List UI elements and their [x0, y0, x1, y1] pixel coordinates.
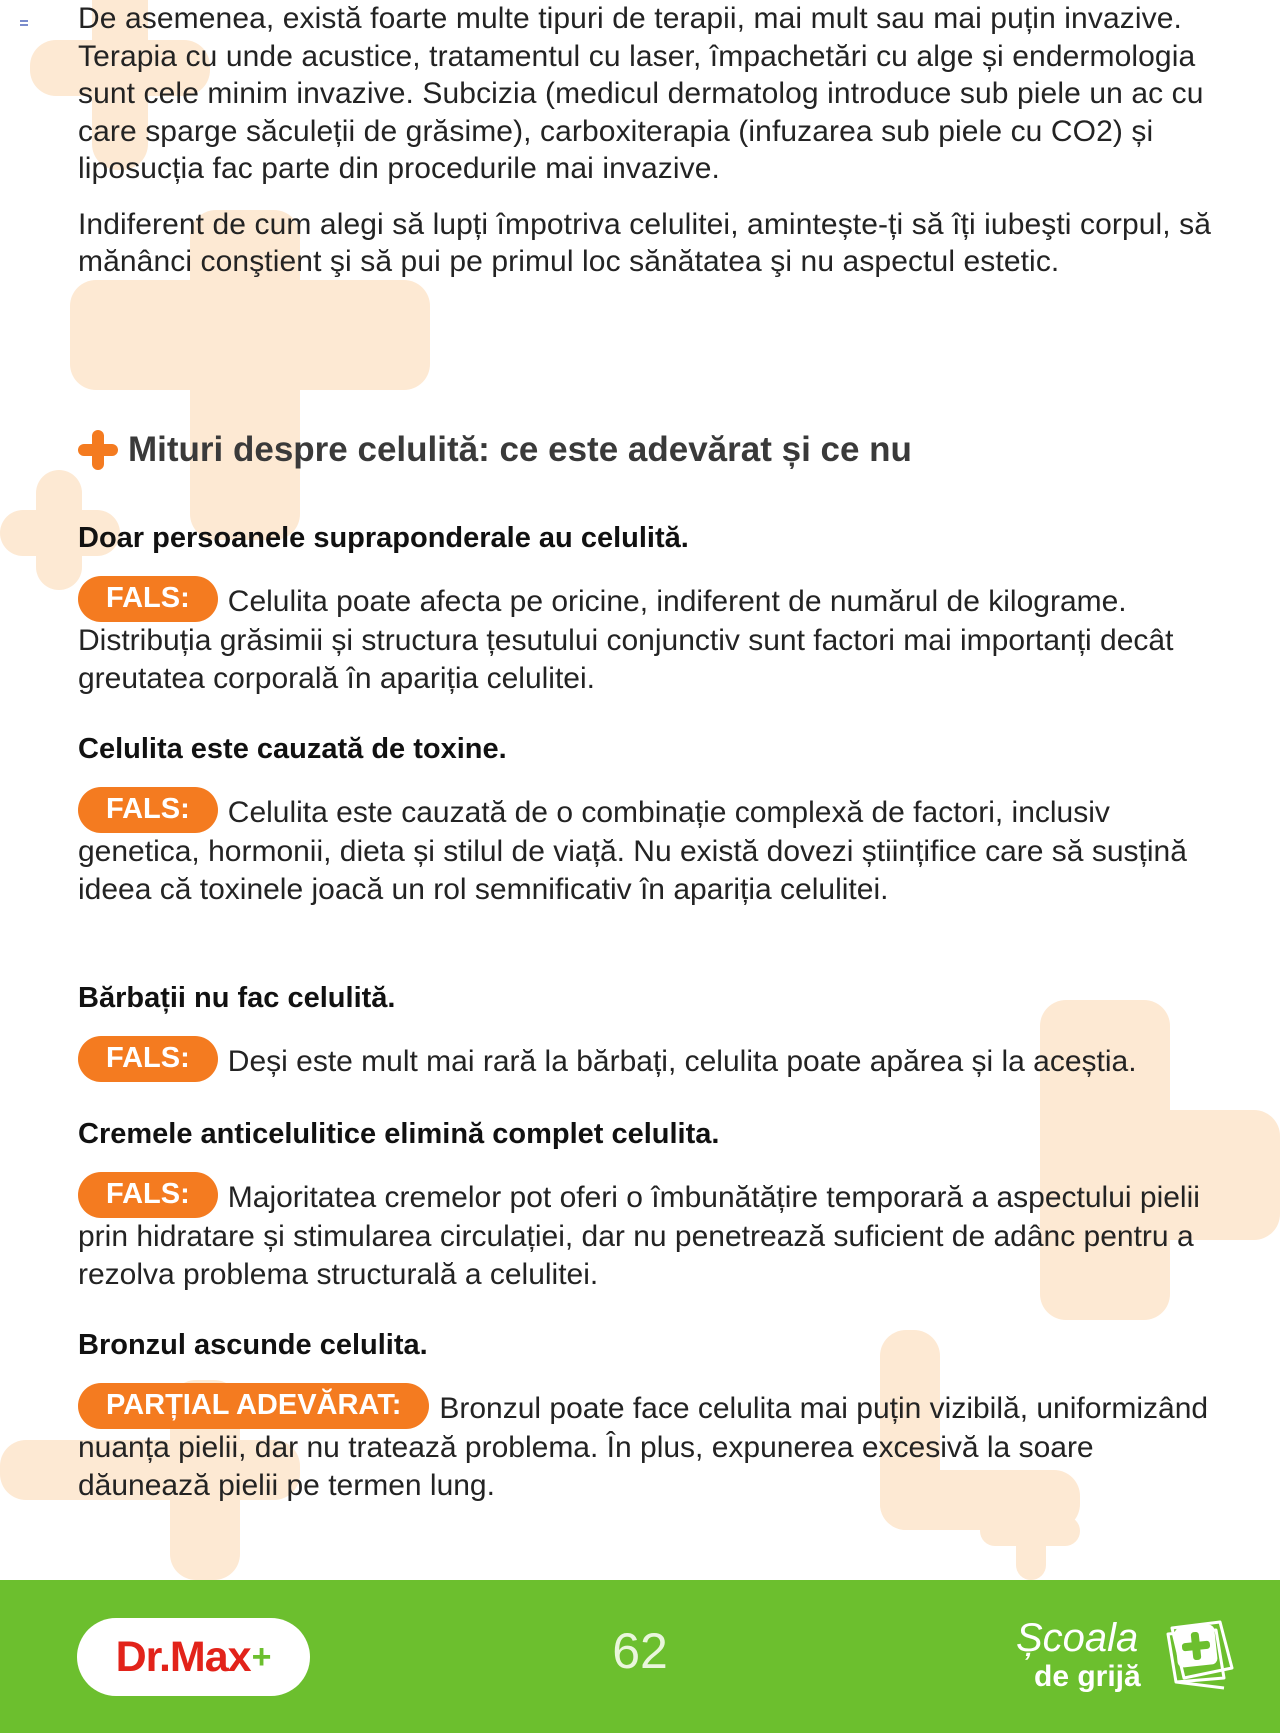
plus-icon [78, 430, 118, 470]
verdict-badge: FALS: [78, 787, 218, 833]
verdict-badge: FALS: [78, 1172, 218, 1218]
myth-answer [78, 1036, 1228, 1082]
myth-answer [78, 1383, 1228, 1504]
myth-item [78, 1327, 1228, 1504]
paragraph: Indiferent de cum alegi să lupți împotriva celulitei, amintește-ți să îți iubeşti corpul, să mănânci conştient şi să pui pe primul loc sănătatea şi nu aspectul estetic. [78, 207, 1212, 278]
page-number: 62 [612, 1623, 668, 1679]
intro-text [78, 0, 1228, 281]
myth-item [78, 520, 1228, 697]
myth-question: Bronzul ascunde celulita. [78, 1329, 428, 1361]
myth-answer [78, 787, 1228, 908]
myth-answer-text: Celulita poate afecta pe oricine, indiferent de numărul de kilograme. Distribuția grăsimii și structura țesutului conjunctiv sunt factori mai importanți decât greutatea corporală în apariția celulitei. [78, 585, 1174, 695]
brand-line2: de grijă [1034, 1660, 1141, 1693]
footer-bar [0, 1580, 1280, 1733]
myth-answer-text: Majoritatea cremelor pot oferi o îmbunătățire temporară a aspectului pielii prin hidratare și stimularea circulației, dar nu penetrează suficient de adânc pentru a rezolva problema structurală a celulitei. [78, 1181, 1200, 1291]
myth-question: Cremele anticelulitice elimină complet celulita. [78, 1118, 720, 1150]
myth-answer [78, 576, 1228, 697]
verdict-badge: PARȚIAL ADEVĂRAT: [78, 1383, 429, 1429]
myth-answer-text: Bronzul poate face celulita mai puțin vizibilă, uniformizând nuanța pielii, dar nu tratează problema. În plus, expunerea excesivă la soare dăunează pielii pe termen lung. [78, 1392, 1209, 1502]
myth-answer-text: Deși este mult mai rară la bărbați, celulita poate apărea și la aceștia. [227, 1045, 1137, 1078]
myth-answer [78, 1172, 1228, 1293]
logo-plus-icon: + [251, 1637, 272, 1676]
myth-item [78, 980, 1228, 1082]
menu-icon [20, 20, 28, 26]
myth-question: Bărbații nu fac celulită. [78, 982, 396, 1014]
scoala-de-grija-logo[interactable] [1010, 1616, 1240, 1706]
logo-text: Dr.Max [115, 1632, 251, 1681]
paragraph: De asemenea, există foarte multe tipuri de terapii, mai mult sau mai puțin invazive. Terapia cu unde acustice, tratamentul cu laser, împachetări cu alge și endermologia sunt cele minim invazive. Subcizia (medicul dermatolog introduce sub piele un ac cu care sparge săculeții de grăsime), carboxiterapia (infuzarea sub piele cu CO2) și liposucția fac parte din procedurile mai invazive. [78, 2, 1204, 185]
myth-question: Celulita este cauzată de toxine. [78, 733, 507, 765]
verdict-badge: FALS: [78, 1036, 218, 1082]
notebook-plus-icon [1158, 1620, 1236, 1690]
brand-line1: Școala [1016, 1616, 1139, 1660]
drmax-logo[interactable] [77, 1618, 310, 1696]
myth-item [78, 731, 1228, 908]
myth-item [78, 1116, 1228, 1293]
section-heading [78, 430, 912, 470]
myth-answer-text: Celulita este cauzată de o combinație complexă de factori, inclusiv genetica, hormonii, dieta și stilul de viață. Nu există dovezi științifice care să susțină ideea că toxinele joacă un rol semnificativ în apariția celulitei. [78, 796, 1187, 906]
section-title: Mituri despre celulită: ce este adevărat și ce nu [128, 430, 912, 469]
myth-question: Doar persoanele supraponderale au celulită. [78, 522, 689, 554]
verdict-badge: FALS: [78, 576, 218, 622]
